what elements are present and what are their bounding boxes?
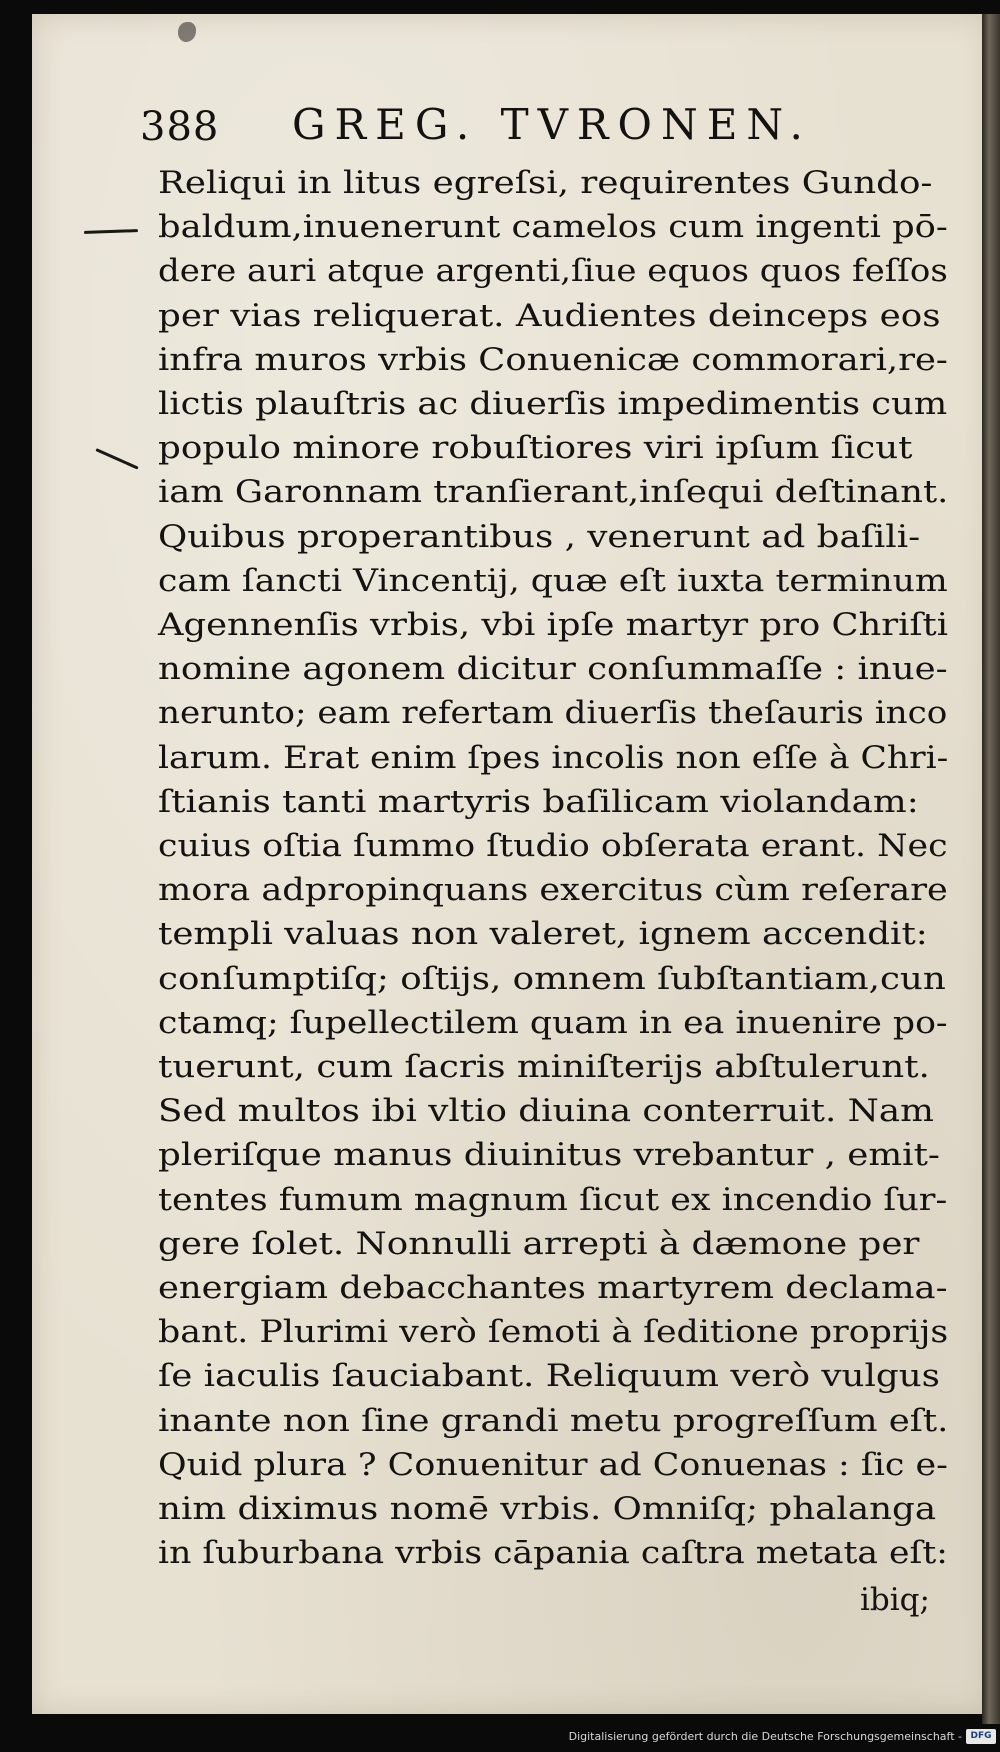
text-line: mora adpropinquans exercitus cùm reſerare	[158, 872, 948, 908]
text-line: baldum,inuenerunt camelos cum ingenti pō-	[158, 209, 948, 245]
text-line: nerunto; eam refertam diuerſis theſauris inco	[158, 695, 948, 731]
body-text	[158, 160, 958, 1580]
text-line: per vias reliquerat. Audientes deinceps eos	[158, 298, 941, 334]
digitization-footer	[0, 1724, 1000, 1752]
text-line: populo minore robuſtiores viri ipſum ſicut	[158, 430, 913, 466]
text-line: tuerunt, cum ſacris miniſterijs abſtulerunt.	[158, 1049, 930, 1085]
text-line: larum. Erat enim ſpes incolis non eſſe à Chri-	[158, 740, 949, 776]
running-head	[140, 100, 920, 156]
text-line: lictis plauſtris ac diuerſis impedimentis cum	[158, 386, 948, 422]
text-line: Reliqui in litus egreſsi, requirentes Gundo-	[158, 165, 933, 201]
catchword: ibiq;	[860, 1582, 930, 1618]
text-line: in ſuburbana vrbis cāpania caſtra metata eſt:	[158, 1535, 948, 1571]
text-line: conſumptiſq; oſtijs, omnem ſubſtantiam,cun	[158, 961, 946, 997]
text-line: infra muros vrbis Conuenicæ commorari,re-	[158, 342, 948, 378]
text-line: Quid plura ? Conuenitur ad Conuenas : ſic e-	[158, 1447, 948, 1483]
text-line: ſe iaculis ſauciabant. Reliquum verò vulgus	[158, 1358, 940, 1394]
running-title: GREG. TVRONEN.	[292, 100, 812, 149]
text-line: iam Garonnam tranſierant,inſequi deſtinant.	[158, 474, 949, 510]
text-line: Sed multos ibi vltio diuina conterruit. Nam	[158, 1093, 934, 1129]
text-line: tentes fumum magnum ſicut ex incendio ſur-	[158, 1182, 948, 1218]
text-line: gere ſolet. Nonnulli arrepti à dæmone per	[158, 1226, 920, 1262]
digitization-credit: Digitalisierung gefördert durch die Deutsche Forschungsgemeinschaft -	[568, 1730, 962, 1743]
page-number: 388	[140, 104, 220, 150]
text-line: templi valuas non valeret, ignem accendit:	[158, 916, 928, 952]
text-line: cam ſancti Vincentij, quæ eſt iuxta terminum	[158, 563, 948, 599]
text-line: dere auri atque argenti,ſiue equos quos feſſos	[158, 253, 948, 289]
text-line: inante non ſine grandi metu progreſſum eſt.	[158, 1403, 949, 1439]
dfg-logo-icon: DFG	[966, 1729, 996, 1744]
text-line: Agennenſis vrbis, vbi ipſe martyr pro Chriſti	[158, 607, 949, 643]
text-line: pleriſque manus diuinitus vrebantur , emit-	[158, 1137, 940, 1173]
text-line: ſtianis tanti martyris baſilicam violandam:	[158, 784, 919, 820]
text-line: ctamq; ſupellectilem quam in ea inuenire po-	[158, 1005, 948, 1041]
page-edge	[982, 14, 1000, 1724]
text-line: nim diximus nomē vrbis. Omniſq; phalanga	[158, 1491, 937, 1527]
text-line: energiam debacchantes martyrem declama-	[158, 1270, 948, 1306]
text-line: nomine agonem dicitur conſummaſſe : inue-	[158, 651, 948, 687]
text-line: Quibus properantibus , venerunt ad baſili-	[158, 519, 921, 555]
text-line: bant. Plurimi verò ſemoti à ſeditione proprijs	[158, 1314, 949, 1350]
text-line: cuius oſtia ſummo ſtudio obſerata erant. Nec	[158, 828, 948, 864]
